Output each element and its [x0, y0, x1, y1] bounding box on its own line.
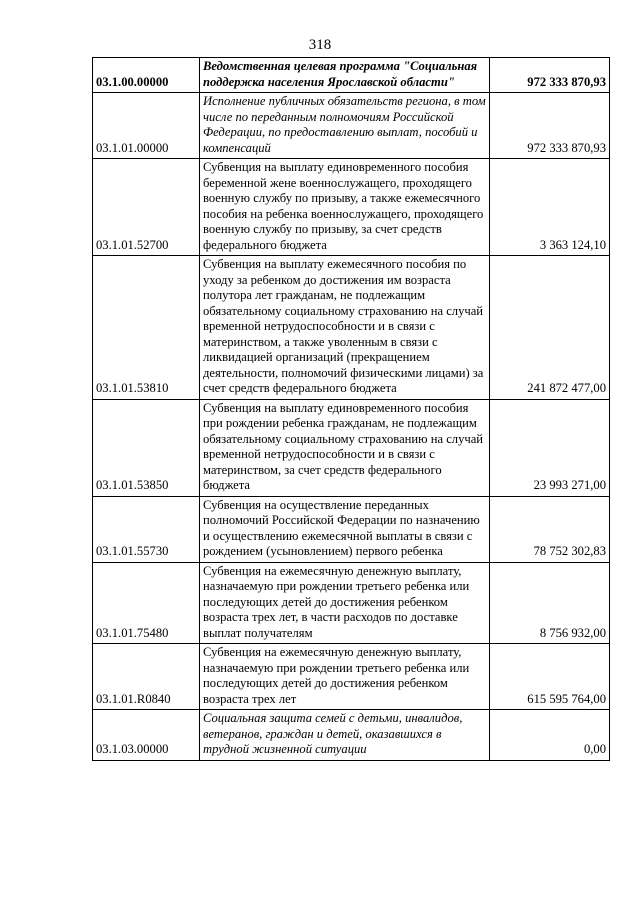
row-code: 03.1.01.R0840: [93, 644, 200, 710]
row-code: 03.1.01.00000: [93, 93, 200, 159]
table-row: [93, 159, 610, 256]
row-description: Субвенция на ежемесячную денежную выплату, назначаемую при рождении третьего ребенка или последующих детей до достижения ребенком возраста трех лет, в части расходов по доставке выплат получателям: [200, 562, 490, 644]
budget-table: [92, 57, 610, 761]
row-description: Исполнение публичных обязательств региона, в том числе по переданным полномочиям Российской Федерации, по предоставлению выплат, пособий и компенсаций: [200, 93, 490, 159]
table-row: [93, 93, 610, 159]
table-row: [93, 644, 610, 710]
row-description: Субвенция на выплату ежемесячного пособия по уходу за ребенком до достижения им возраста полутора лет гражданам, не подлежащим обязательному социальному страхованию на случай временной нетрудоспособности и в связи с материнством, а также уволенным в связи с ликвидацией организаций (прекращением деятельности, полномочий физическими лицами) за счет средств федерального бюджета: [200, 256, 490, 400]
row-description: Ведомственная целевая программа "Социальная поддержка населения Ярославской области": [200, 58, 490, 93]
row-amount: 0,00: [490, 710, 610, 761]
row-code: 03.1.01.53850: [93, 399, 200, 496]
table-row: [93, 562, 610, 644]
row-amount: 23 993 271,00: [490, 399, 610, 496]
row-amount: 78 752 302,83: [490, 496, 610, 562]
row-code: 03.1.01.75480: [93, 562, 200, 644]
table-row: [93, 256, 610, 400]
table-row: [93, 58, 610, 93]
row-amount: 241 872 477,00: [490, 256, 610, 400]
row-description: Социальная защита семей с детьми, инвалидов, ветеранов, граждан и детей, оказавшихся в трудной жизненной ситуации: [200, 710, 490, 761]
row-description: Субвенция на осуществление переданных полномочий Российской Федерации по назначению и осуществлению ежемесячной выплаты в связи с рождением (усыновлением) первого ребенка: [200, 496, 490, 562]
row-amount: 972 333 870,93: [490, 58, 610, 93]
row-code: 03.1.01.53810: [93, 256, 200, 400]
row-code: 03.1.03.00000: [93, 710, 200, 761]
row-code: 03.1.01.52700: [93, 159, 200, 256]
row-description: Субвенция на ежемесячную денежную выплату, назначаемую при рождении третьего ребенка или последующих детей до достижения ребенком возраста трех лет: [200, 644, 490, 710]
row-description: Субвенция на выплату единовременного пособия беременной жене военнослужащего, проходящего военную службу по призыву, а также ежемесячного пособия на ребенка военнослужащего, проходящего военную службу по призыву, за счет средств федерального бюджета: [200, 159, 490, 256]
row-description: Субвенция на выплату единовременного пособия при рождении ребенка гражданам, не подлежащим обязательному социальному страхованию на случай временной нетрудоспособности и в связи с материнством, за счет средств федерального бюджета: [200, 399, 490, 496]
row-code: 03.1.00.00000: [93, 58, 200, 93]
row-code: 03.1.01.55730: [93, 496, 200, 562]
row-amount: 615 595 764,00: [490, 644, 610, 710]
row-amount: 972 333 870,93: [490, 93, 610, 159]
row-amount: 8 756 932,00: [490, 562, 610, 644]
row-amount: 3 363 124,10: [490, 159, 610, 256]
page-number: 318: [308, 37, 332, 53]
table-row: [93, 710, 610, 761]
table-row: [93, 399, 610, 496]
table-row: [93, 496, 610, 562]
